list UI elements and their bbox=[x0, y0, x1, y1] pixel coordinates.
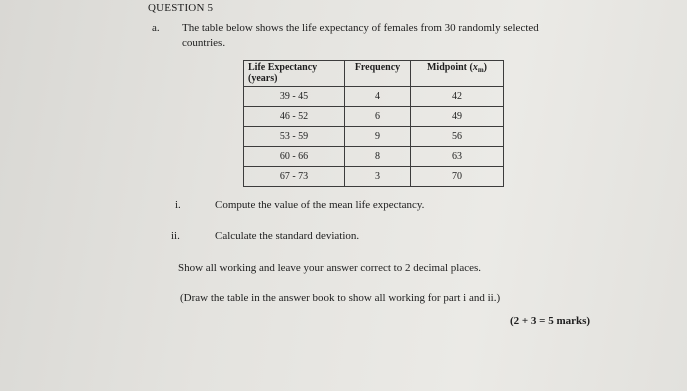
cell-midpoint: 56 bbox=[411, 127, 504, 147]
subquestion-ii-label: ii. bbox=[171, 230, 180, 242]
cell-midpoint: 42 bbox=[411, 87, 504, 107]
life-expectancy-table bbox=[243, 60, 504, 187]
subquestion-i-text: Compute the value of the mean life expectancy. bbox=[215, 199, 425, 211]
header-life-expectancy-line1: Life Expectancy bbox=[248, 62, 318, 73]
cell-midpoint: 49 bbox=[411, 107, 504, 127]
cell-frequency: 8 bbox=[345, 147, 411, 167]
cell-range: 46 - 52 bbox=[244, 107, 345, 127]
cell-range: 67 - 73 bbox=[244, 167, 345, 187]
cell-range: 39 - 45 bbox=[244, 87, 345, 107]
intro-text-line-1: The table below shows the life expectancy of females from 30 randomly selected bbox=[182, 22, 539, 34]
table-row bbox=[244, 87, 504, 107]
cell-frequency: 9 bbox=[345, 127, 411, 147]
header-midpoint-prefix: Midpoint ( bbox=[426, 62, 473, 73]
header-frequency: Frequency bbox=[345, 61, 411, 87]
intro-text-line-2: countries. bbox=[182, 37, 226, 49]
header-life-expectancy bbox=[244, 61, 345, 87]
header-midpoint-suffix: ) bbox=[483, 62, 488, 73]
cell-range: 60 - 66 bbox=[244, 147, 345, 167]
table-header-row bbox=[244, 61, 504, 87]
instruction-show-working: Show all working and leave your answer correct to 2 decimal places. bbox=[178, 262, 482, 274]
instruction-draw-table: (Draw the table in the answer book to show all working for part i and ii.) bbox=[180, 292, 501, 304]
table-row bbox=[244, 167, 504, 187]
header-midpoint bbox=[411, 61, 504, 87]
cell-frequency: 4 bbox=[345, 87, 411, 107]
cell-midpoint: 70 bbox=[411, 167, 504, 187]
header-midpoint-sub: m bbox=[477, 66, 484, 74]
table-row bbox=[244, 147, 504, 167]
marks-allocation: (2 + 3 = 5 marks) bbox=[510, 315, 591, 327]
header-life-expectancy-line2: (years) bbox=[248, 73, 278, 84]
table-row bbox=[244, 127, 504, 147]
subquestion-ii-text: Calculate the standard deviation. bbox=[215, 230, 360, 242]
cell-frequency: 6 bbox=[345, 107, 411, 127]
header-midpoint-var: x bbox=[472, 62, 478, 73]
table-row bbox=[244, 107, 504, 127]
subquestion-i-label: i. bbox=[175, 199, 181, 211]
cell-frequency: 3 bbox=[345, 167, 411, 187]
question-title: QUESTION 5 bbox=[148, 2, 214, 14]
part-a-label: a. bbox=[152, 22, 160, 34]
cell-midpoint: 63 bbox=[411, 147, 504, 167]
cell-range: 53 - 59 bbox=[244, 127, 345, 147]
